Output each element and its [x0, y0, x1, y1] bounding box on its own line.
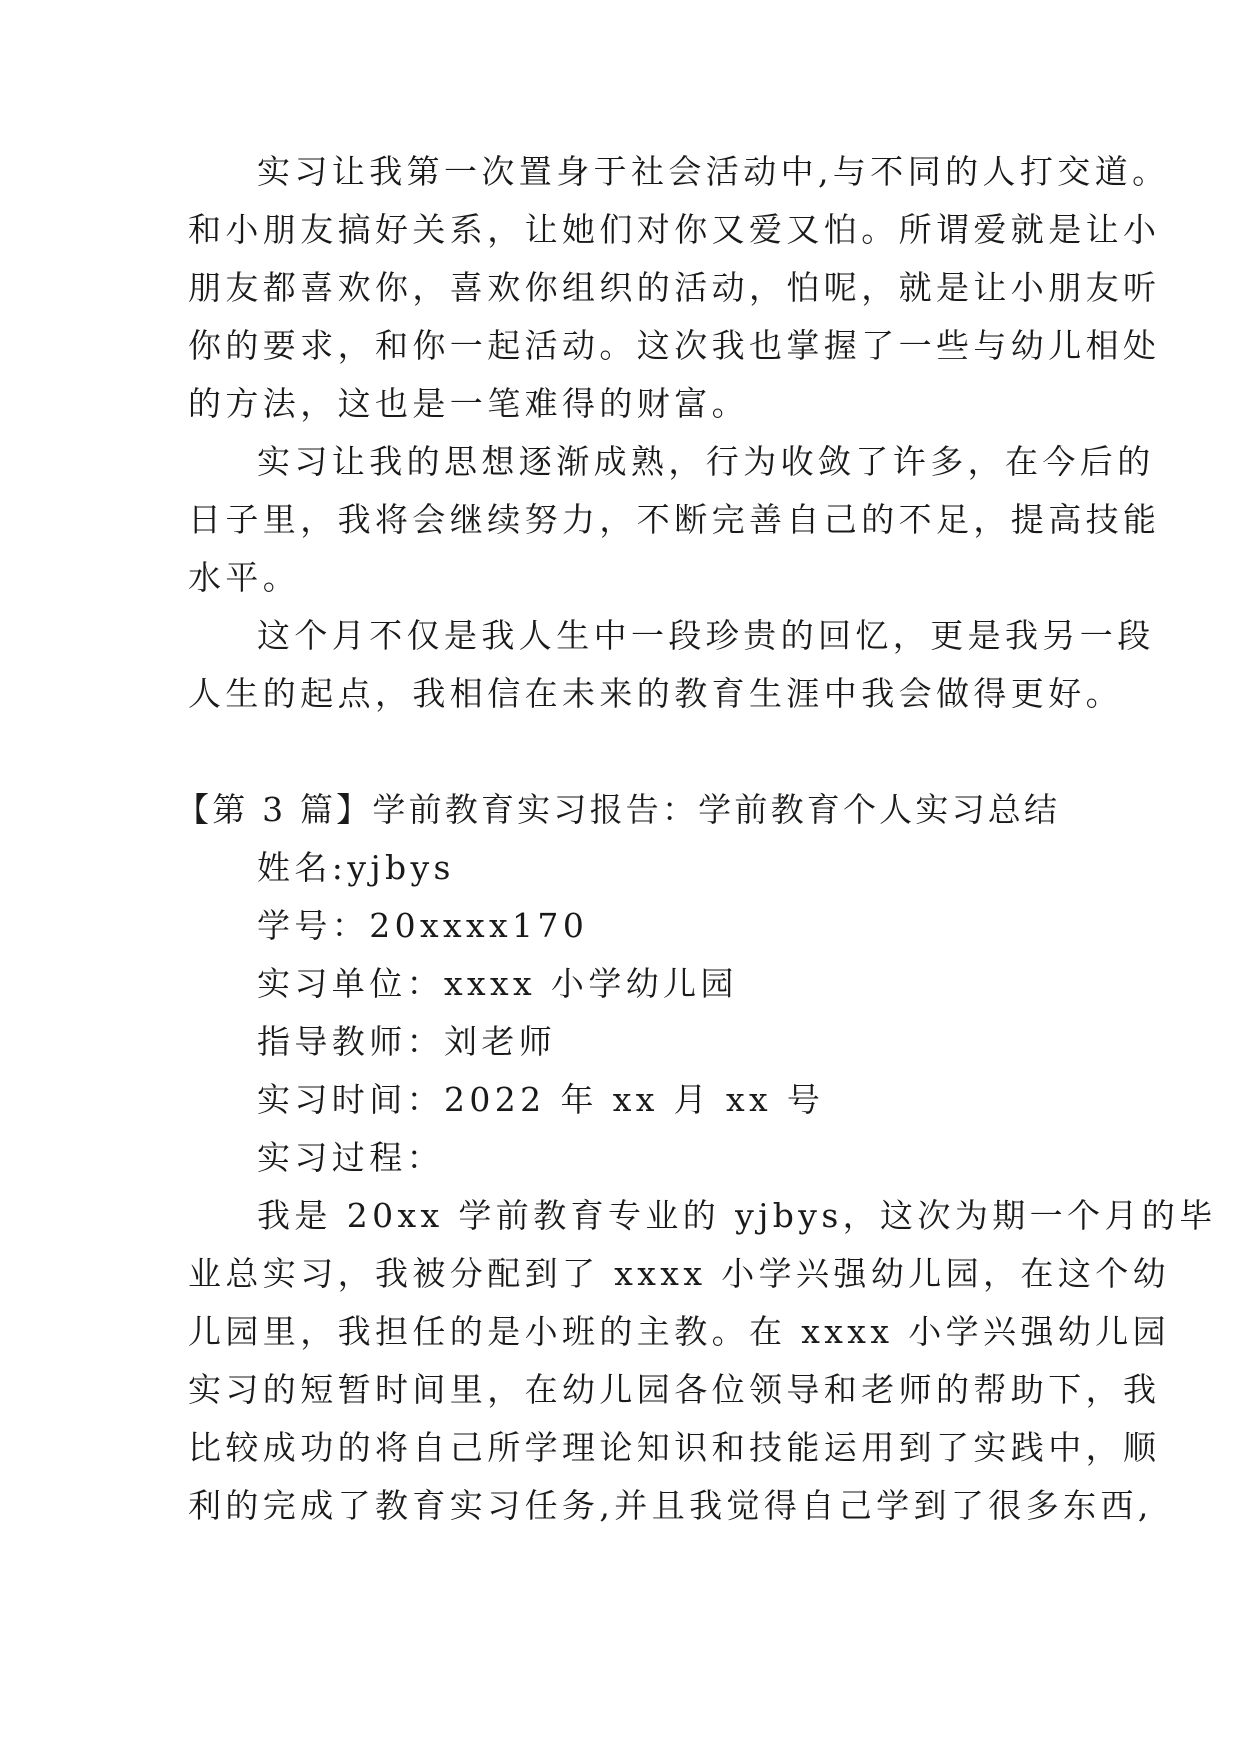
info-student-id: 学号：20xxxx170: [257, 906, 589, 945]
info-supervisor: 指导教师：刘老师: [257, 1022, 557, 1061]
info-name: 姓名:yjbys: [257, 848, 455, 887]
text-line: 你的要求，和你一起活动。这次我也掌握了一些与幼儿相处: [188, 326, 1161, 365]
text-line: 儿园里，我担任的是小班的主教。在 xxxx 小学兴强幼儿园: [188, 1312, 1171, 1351]
section-heading: 【第 3 篇】学前教育实习报告：学前教育个人实习总结: [176, 790, 1061, 829]
text-line: 比较成功的将自己所学理论知识和技能运用到了实践中，顺: [188, 1428, 1161, 1467]
text-line: 水平。: [188, 558, 301, 597]
text-line: 朋友都喜欢你，喜欢你组织的活动，怕呢，就是让小朋友听: [188, 268, 1161, 307]
text-line: 实习让我第一次置身于社会活动中,与不同的人打交道。: [257, 152, 1170, 191]
text-line: 人生的起点，我相信在未来的教育生涯中我会做得更好。: [188, 674, 1123, 713]
info-unit: 实习单位：xxxx 小学幼儿园: [257, 964, 738, 1003]
text-line: 实习让我的思想逐渐成熟，行为收敛了许多，在今后的: [257, 442, 1155, 481]
text-line: 实习的短暂时间里，在幼儿园各位领导和老师的帮助下，我: [188, 1370, 1161, 1409]
text-line: 利的完成了教育实习任务,并且我觉得自己学到了很多东西,: [188, 1486, 1153, 1525]
text-line: 日子里，我将会继续努力，不断完善自己的不足，提高技能: [188, 500, 1161, 539]
info-process: 实习过程：: [257, 1138, 444, 1177]
text-line: 我是 20xx 学前教育专业的 yjbys，这次为期一个月的毕: [257, 1196, 1217, 1235]
text-line: 业总实习，我被分配到了 xxxx 小学兴强幼儿园，在这个幼: [188, 1254, 1171, 1293]
text-line: 和小朋友搞好关系，让她们对你又爱又怕。所谓爱就是让小: [188, 210, 1161, 249]
info-time: 实习时间：2022 年 xx 月 xx 号: [257, 1080, 825, 1119]
text-line: 的方法，这也是一笔难得的财富。: [188, 384, 749, 423]
text-line: 这个月不仅是我人生中一段珍贵的回忆，更是我另一段: [257, 616, 1155, 655]
